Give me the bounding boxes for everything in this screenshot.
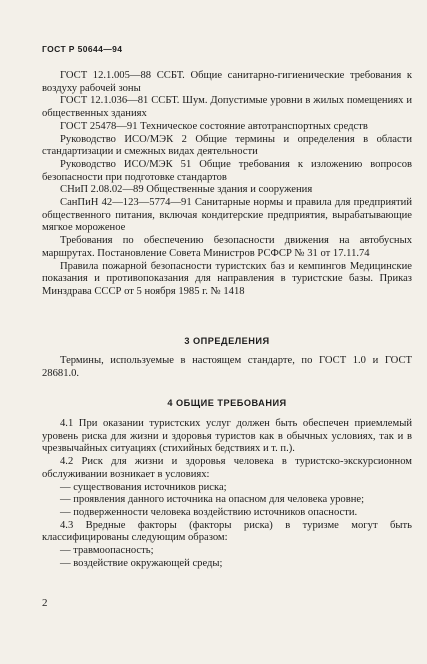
reference-item: Требования по обеспечению безопасности движения на автобусных маршрутах. Постановление Совета Министров РСФСР № 31 от 17.11.74 <box>42 235 412 259</box>
section-3-text: Термины, используемые в настоящем стандарте, по ГОСТ 1.0 и ГОСТ 28681.0. <box>42 355 412 379</box>
clause-4-2: 4.2 Риск для жизни и здоровья человека в туристско-экскурсионном обслуживании возникает в условиях: <box>42 456 412 480</box>
clause-4-3: 4.3 Вредные факторы (факторы риска) в туризме могут быть классифицированы следующим образом: <box>42 519 412 544</box>
reference-item: ГОСТ 12.1.005—88 ССБТ. Общие санитарно-гигиенические требования к воздуху рабочей зоны <box>42 70 412 94</box>
section-4-body <box>42 418 412 570</box>
list-item: — проявления данного источника на опасном для человека уровне; <box>60 494 365 506</box>
reference-item: СанПиН 42—123—5774—91 Санитарные нормы и правила для предприятий общественного питания, включая кондитерские предприятия, вырабатывающие мягкое мороженое <box>42 197 412 234</box>
list-item: — подверженности человека воздействию источников опасности. <box>60 506 358 518</box>
section-4-heading: 4 ОБЩИЕ ТРЕБОВАНИЯ <box>167 398 287 408</box>
list-item: — существования источников риска; <box>60 481 227 493</box>
reference-item: ГОСТ 12.1.036—81 ССБТ. Шум. Допустимые уровни в жилых помещениях и общественных зданиях <box>42 95 412 120</box>
clause-4-1: 4.1 При оказании туристских услуг должен быть обеспечен приемлемый уровень риска для жизни и здоровья туристов как в обычных условиях, так и в чрезвычайных ситуациях (стихийных бедствиях и т. п.). <box>42 418 412 455</box>
reference-item: ГОСТ 25478—91 Техническое состояние автотранспортных средств <box>60 120 368 132</box>
reference-item: СНиП 2.08.02—89 Общественные здания и сооружения <box>60 184 313 196</box>
page-number: 2 <box>42 597 48 609</box>
reference-item: Руководство ИСО/МЭК 2 Общие термины и определения в области стандартизации и смежных видах деятельности <box>42 133 412 158</box>
list-item: — травмоопасность; <box>60 545 154 557</box>
section-3-heading: 3 ОПРЕДЕЛЕНИЯ <box>184 336 270 346</box>
references-list <box>42 70 412 299</box>
page-header: ГОСТ Р 50644—94 <box>42 44 123 54</box>
reference-item: Правила пожарной безопасности туристских баз и кемпингов Медицинские показания и противопоказания для направления в туристские базы. Приказ Минздрава СССР от 5 ноября 1985 г. № 1418 <box>42 260 412 297</box>
list-item: — воздействие окружающей среды; <box>60 557 223 569</box>
reference-item: Руководство ИСО/МЭК 51 Общие требования к изложению вопросов безопасности при подготовке стандартов <box>42 158 412 183</box>
section-3-body <box>42 355 412 380</box>
